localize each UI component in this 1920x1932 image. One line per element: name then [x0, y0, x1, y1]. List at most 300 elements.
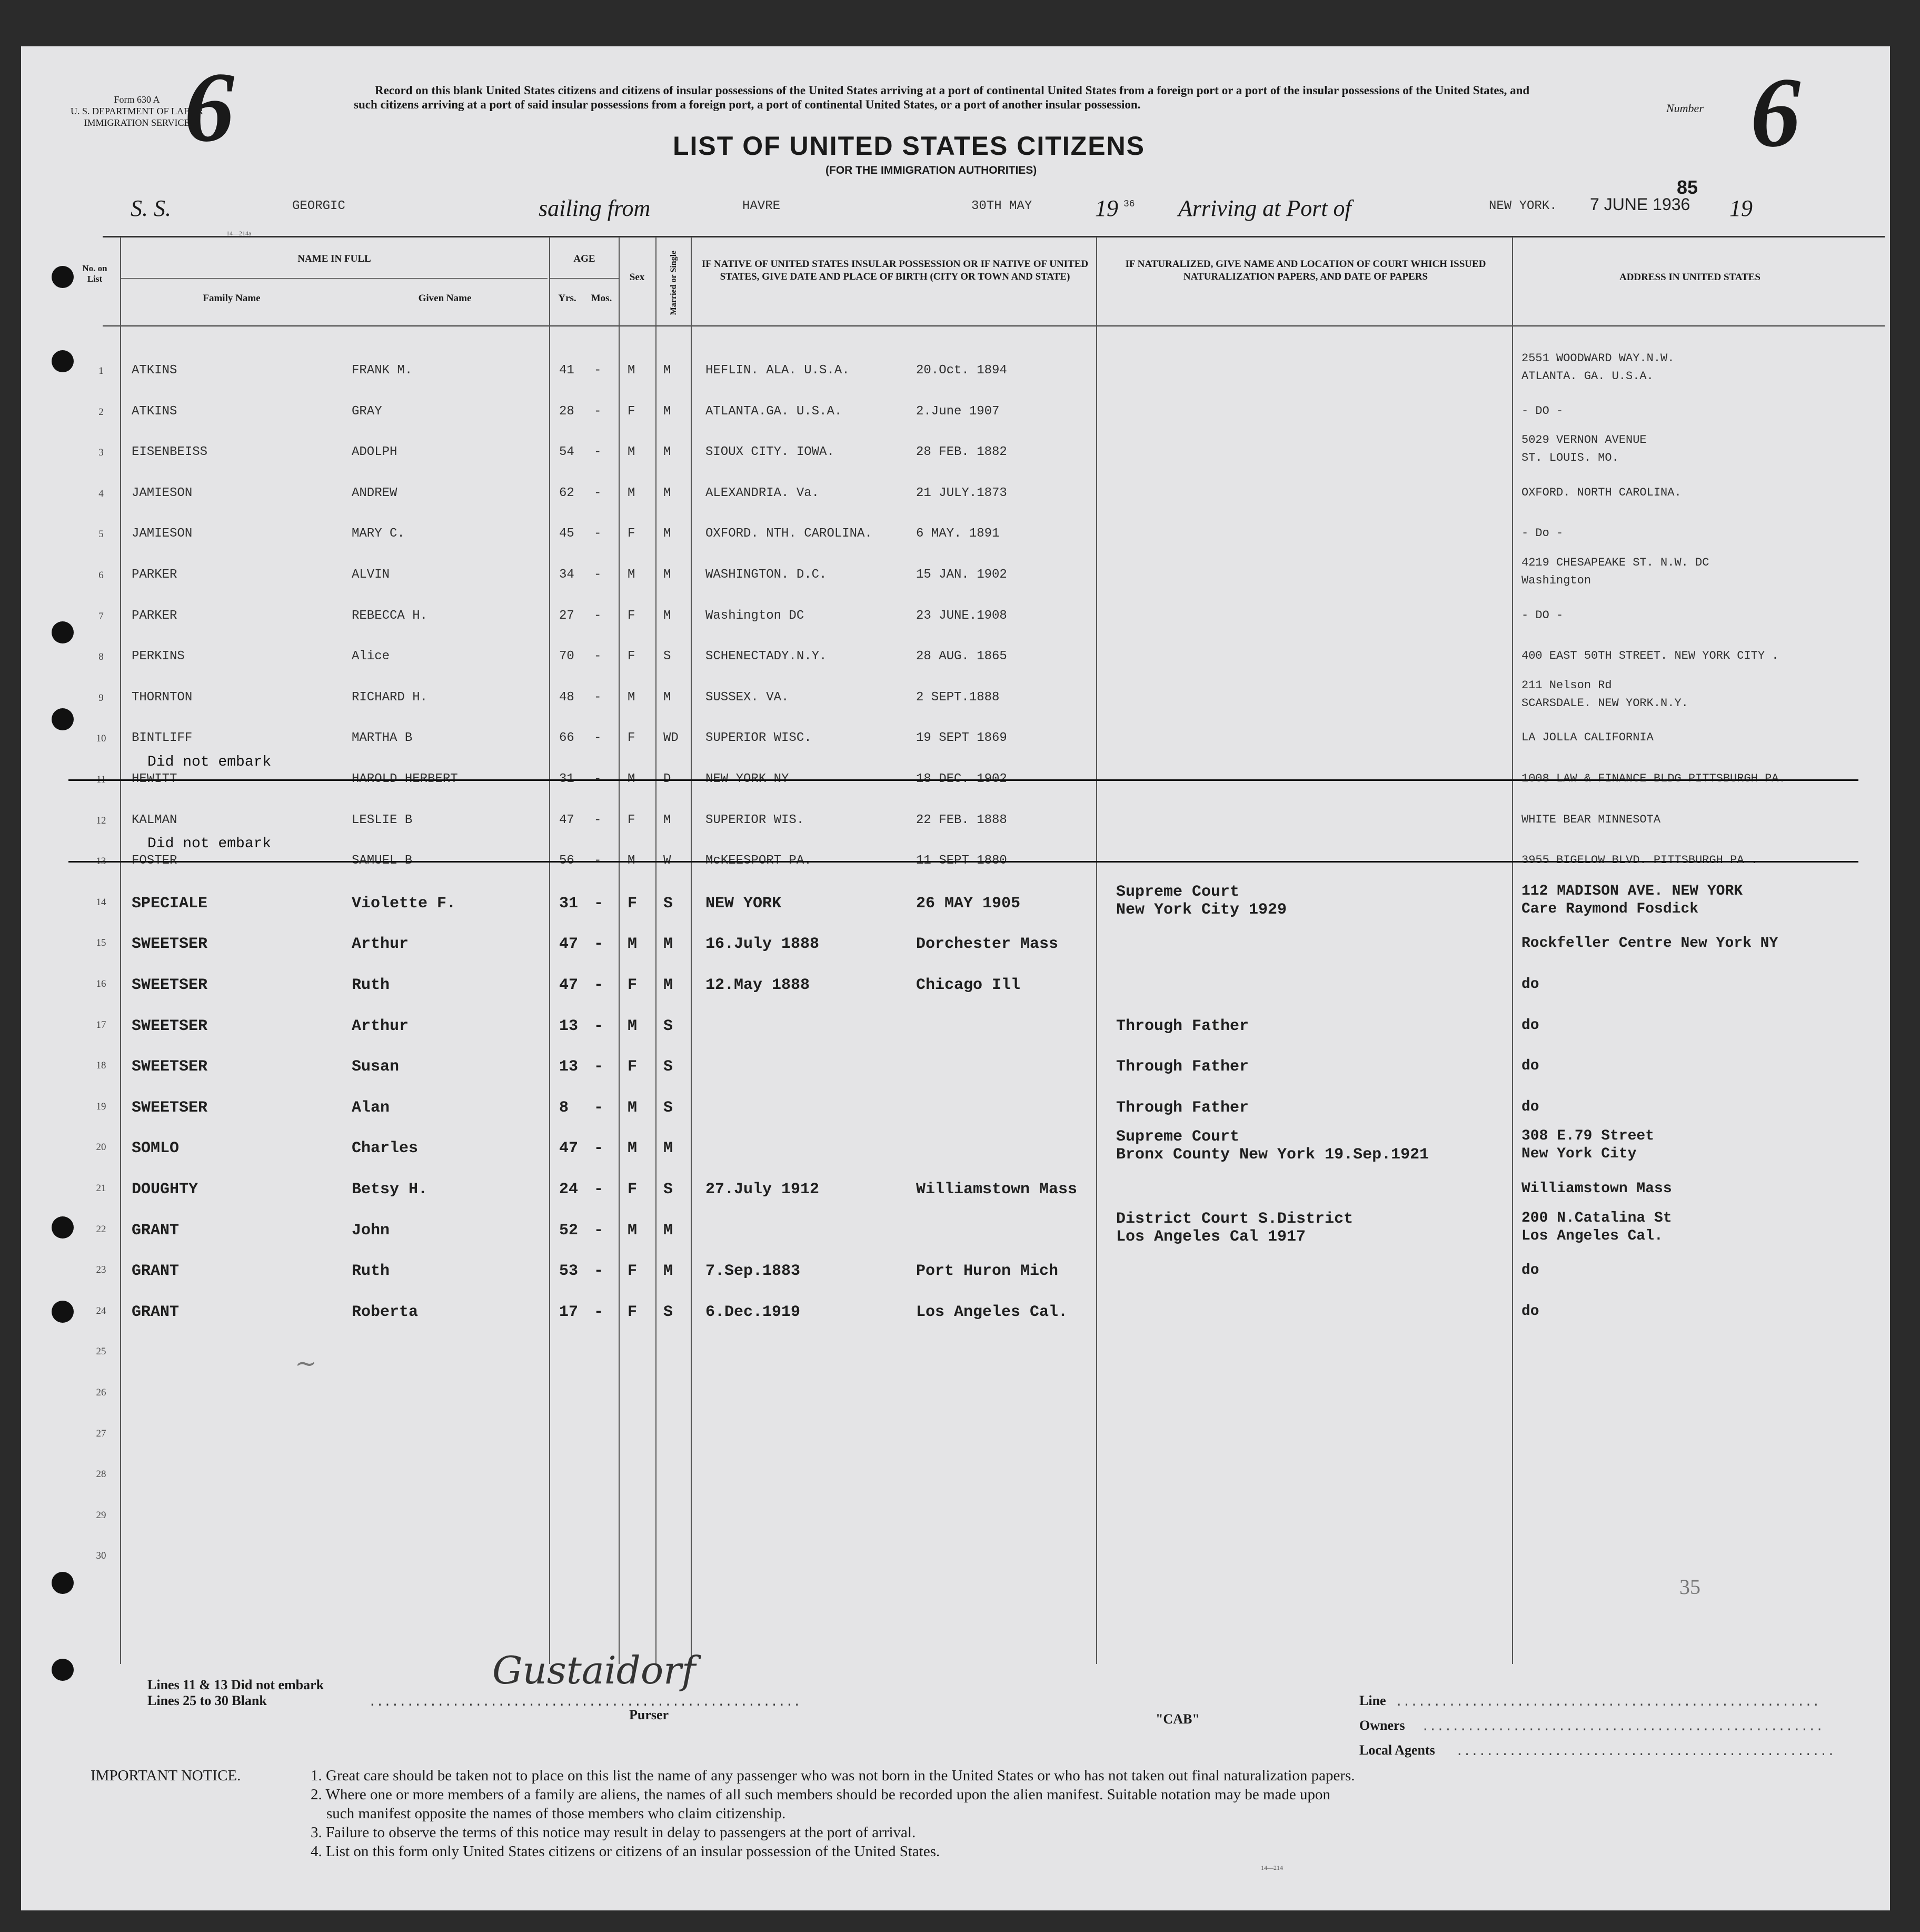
- col-no-on-list: No. on List: [82, 263, 107, 284]
- cab-label: "CAB": [1156, 1711, 1200, 1727]
- row-number: 24: [96, 1305, 106, 1316]
- family-name: HEWITT: [132, 772, 177, 786]
- birth-date: 28 FEB. 1882: [916, 445, 1007, 460]
- birth-date: 6 MAY. 1891: [916, 527, 1000, 541]
- col-name-in-full: NAME IN FULL: [297, 253, 371, 264]
- age-months: -: [594, 1058, 604, 1076]
- department: U. S. DEPARTMENT OF LABOR: [71, 106, 203, 116]
- birth-place: SUPERIOR WIS.: [705, 813, 804, 827]
- birth-place: ATLANTA.GA. U.S.A.: [705, 404, 842, 419]
- row-number: 17: [96, 1019, 106, 1031]
- address: 211 Nelson Rd: [1521, 678, 1612, 692]
- age-months: -: [594, 1181, 604, 1198]
- address: do: [1521, 1017, 1539, 1034]
- address: OXFORD. NORTH CAROLINA.: [1521, 486, 1682, 499]
- given-name: Roberta: [352, 1303, 419, 1321]
- sex: F: [628, 813, 635, 827]
- row-number: 19: [96, 1101, 106, 1112]
- birth-place: NEW YORK NY: [705, 772, 789, 786]
- punch-hole: [52, 621, 74, 643]
- address: 308 E.79 Street: [1521, 1128, 1655, 1145]
- birth-place: 6.Dec.1919: [705, 1303, 801, 1321]
- row-number: 9: [98, 692, 104, 704]
- birth-place: SUPERIOR WISC.: [705, 731, 812, 746]
- age-years: 8: [559, 1098, 569, 1117]
- arrival-port: NEW YORK.: [1489, 199, 1557, 213]
- age-months: -: [594, 976, 604, 994]
- header-rule: [103, 236, 1885, 237]
- address-line-2: Los Angeles Cal.: [1521, 1227, 1663, 1244]
- address: do: [1521, 1058, 1539, 1075]
- row-number: 14: [96, 896, 106, 908]
- purser-signature: Gustaidorf: [492, 1648, 696, 1692]
- family-name: SWEETSER: [132, 935, 208, 954]
- family-name: PARKER: [132, 568, 177, 582]
- form-code: 14—214: [1261, 1864, 1283, 1871]
- sex: F: [628, 608, 635, 623]
- age-years: 47: [559, 1140, 579, 1158]
- birth-date: 21 JULY.1873: [916, 486, 1007, 500]
- row-number: 13: [96, 856, 106, 867]
- birth-date: Dorchester Mass: [916, 935, 1059, 954]
- row-number: 16: [96, 978, 106, 989]
- row-number: 2: [98, 406, 104, 418]
- marital-status: W: [663, 854, 671, 868]
- family-name: ATKINS: [132, 363, 177, 378]
- given-name: REBECCA H.: [352, 608, 428, 623]
- birth-place: Washington DC: [705, 608, 804, 623]
- address: 200 N.Catalina St: [1521, 1210, 1672, 1226]
- sex: M: [628, 854, 635, 868]
- given-name: Betsy H.: [352, 1181, 428, 1198]
- birth-date: 15 JAN. 1902: [916, 568, 1007, 582]
- row-number: 21: [96, 1183, 106, 1194]
- naturalization: Supreme Court: [1116, 1128, 1240, 1146]
- given-name: Arthur: [352, 1017, 409, 1035]
- year-end: 19: [1729, 195, 1753, 221]
- strike-through-line: [68, 861, 1858, 863]
- owners-dots: .....................................................: [1421, 1720, 1824, 1735]
- given-name: GRAY: [352, 404, 382, 419]
- age-years: 45: [559, 527, 574, 541]
- age-months: -: [594, 608, 602, 623]
- form-id: Form 630 A: [114, 94, 160, 105]
- age-months: -: [594, 772, 602, 786]
- row-number: 29: [96, 1509, 106, 1521]
- age-years: 13: [559, 1017, 579, 1035]
- birth-place: McKEESPORT PA.: [705, 854, 812, 868]
- age-months: -: [594, 854, 602, 868]
- address: 400 EAST 50TH STREET. NEW YORK CITY .: [1521, 649, 1779, 663]
- age-years: 34: [559, 568, 574, 582]
- family-name: FOSTER: [132, 854, 177, 868]
- agents-dots: ..................................................: [1456, 1745, 1835, 1759]
- line-dots: ........................................................: [1395, 1696, 1820, 1710]
- naturalization: District Court S.District: [1116, 1210, 1354, 1228]
- sex: M: [628, 690, 635, 705]
- family-name: ATKINS: [132, 404, 177, 419]
- birth-date: 22 FEB. 1888: [916, 813, 1007, 827]
- row-number: 22: [96, 1223, 106, 1235]
- birth-place: SIOUX CITY. IOWA.: [705, 445, 834, 460]
- row-number: 28: [96, 1469, 106, 1480]
- given-name: FRANK M.: [352, 363, 413, 378]
- age-years: 41: [559, 363, 574, 378]
- row-number: 10: [96, 733, 106, 745]
- birth-date: 19 SEPT 1869: [916, 731, 1007, 746]
- address-line-2: New York City: [1521, 1146, 1637, 1163]
- birth-place: 16.July 1888: [705, 935, 820, 954]
- sex: M: [628, 363, 635, 378]
- year-suffix: 36: [1123, 199, 1135, 210]
- given-name: Alice: [352, 649, 390, 664]
- given-name: Charles: [352, 1140, 419, 1158]
- age-months: -: [594, 568, 602, 582]
- marital-status: D: [663, 772, 671, 786]
- birth-place: 7.Sep.1883: [705, 1262, 801, 1281]
- sex: F: [628, 1303, 638, 1321]
- line-label: Line: [1359, 1693, 1386, 1708]
- marital-status: M: [663, 486, 671, 500]
- given-name: HAROLD HERBERT: [352, 772, 458, 786]
- family-name: SWEETSER: [132, 976, 208, 994]
- naturalization-detail: New York City 1929: [1116, 900, 1287, 919]
- age-years: 47: [559, 976, 579, 994]
- col-rule: [655, 237, 656, 1664]
- signature-dotted-line: .........................................................: [369, 1696, 801, 1710]
- marital-status: M: [663, 363, 671, 378]
- arrival-stamp-extra: 85: [1677, 176, 1698, 198]
- age-months: -: [594, 1303, 604, 1321]
- notice-title: IMPORTANT NOTICE.: [91, 1767, 241, 1784]
- col-rule: [549, 237, 550, 1664]
- age-months: -: [594, 1221, 604, 1240]
- sex: M: [628, 486, 635, 500]
- address-line-2: SCARSDALE. NEW YORK.N.Y.: [1521, 696, 1688, 710]
- address-line-2: ST. LOUIS. MO.: [1521, 451, 1619, 465]
- given-name: ALVIN: [352, 568, 390, 582]
- col-sex: Sex: [629, 272, 645, 283]
- page-title: LIST OF UNITED STATES CITIZENS: [673, 131, 1146, 161]
- punch-hole: [52, 708, 74, 730]
- sex: F: [628, 1058, 638, 1076]
- columns-rule: [103, 325, 1885, 326]
- notice-2: 2. Where one or more members of a family are aliens, the names of all such members should be recorded upon the alien manifest. Suitable notation may be made upon: [311, 1786, 1331, 1803]
- address: 112 MADISON AVE. NEW YORK: [1521, 883, 1743, 899]
- col-rule: [1096, 237, 1097, 1664]
- sex: M: [628, 772, 635, 786]
- row-number: 26: [96, 1387, 106, 1398]
- marital-status: M: [663, 935, 673, 954]
- col-rule: [120, 237, 121, 1664]
- birth-date: 26 MAY 1905: [916, 894, 1021, 913]
- service: IMMIGRATION SERVICE: [84, 117, 190, 128]
- age-years: 27: [559, 608, 574, 623]
- birth-date: 20.Oct. 1894: [916, 363, 1007, 378]
- sex: F: [628, 1262, 638, 1281]
- col-mos: Mos.: [591, 293, 612, 304]
- number-label: Number: [1666, 102, 1704, 115]
- birth-date: Chicago Ill: [916, 976, 1021, 994]
- lines-note-1: Lines 11 & 13 Did not embark: [147, 1677, 324, 1692]
- age-years: 66: [559, 731, 574, 746]
- marital-status: M: [663, 976, 673, 994]
- naturalization-detail: Los Angeles Cal 1917: [1116, 1227, 1306, 1246]
- age-months: -: [594, 445, 602, 460]
- sex: M: [628, 568, 635, 582]
- name-subrule: [121, 278, 548, 279]
- family-name: BINTLIFF: [132, 731, 193, 746]
- sex: M: [628, 1221, 638, 1240]
- age-months: -: [594, 690, 602, 705]
- age-months: -: [594, 894, 604, 913]
- given-name: ANDREW: [352, 486, 397, 500]
- marital-status: M: [663, 608, 671, 623]
- preamble: Record on this blank United States citizens and citizens of insular possessions of the United States arriving at a port of continental United States from a foreign port or a port of the insular possessions of the United States, and such citizens arriving at a port of said insular possessions from a foreign port, a port of continental United States, or a port of another insular possession.: [354, 84, 1530, 111]
- sex: M: [628, 1017, 638, 1035]
- marital-status: M: [663, 527, 671, 541]
- age-months: -: [594, 1017, 604, 1035]
- sex: M: [628, 1140, 638, 1158]
- given-name: Arthur: [352, 935, 409, 954]
- age-years: 52: [559, 1221, 579, 1240]
- col-family-name: Family Name: [203, 293, 261, 304]
- address: do: [1521, 976, 1539, 993]
- notice-3: 3. Failure to observe the terms of this notice may result in delay to passengers at the port of arrival.: [311, 1824, 916, 1841]
- sailing-from-label: sailing from: [539, 195, 651, 221]
- age-months: -: [594, 486, 602, 500]
- page-subtitle: (FOR THE IMMIGRATION AUTHORITIES): [825, 164, 1037, 176]
- age-years: 28: [559, 404, 574, 419]
- given-name: Alan: [352, 1098, 390, 1117]
- address: 5029 VERNON AVENUE: [1521, 433, 1647, 447]
- age-months: -: [594, 527, 602, 541]
- did-not-embark-note: Did not embark: [147, 754, 272, 770]
- did-not-embark-note: Did not embark: [147, 836, 272, 853]
- owners-label: Owners: [1359, 1718, 1405, 1733]
- col-rule: [619, 237, 620, 1664]
- sex: M: [628, 1098, 638, 1117]
- address: - Do -: [1521, 527, 1564, 540]
- sex: F: [628, 976, 638, 994]
- marital-status: M: [663, 690, 671, 705]
- col-birth: IF NATIVE OF UNITED STATES INSULAR POSSESSION OR IF NATIVE OF UNITED STATES, GIVE DATE AND PLACE OF BIRTH (CITY OR TOWN AND STATE): [701, 259, 1089, 282]
- address: Rockfeller Centre New York NY: [1521, 935, 1778, 952]
- age-years: 47: [559, 813, 574, 827]
- punch-hole: [52, 266, 74, 288]
- col-naturalized: IF NATURALIZED, GIVE NAME AND LOCATION OF COURT WHICH ISSUED NATURALIZATION PAPERS, AND DATE OF PAPERS: [1125, 259, 1486, 282]
- age-months: -: [594, 731, 602, 746]
- marital-status: M: [663, 1140, 673, 1158]
- row-number: 12: [96, 815, 106, 826]
- sex: F: [628, 649, 635, 664]
- address: 1008 LAW & FINANCE BLDG PITTSBURGH PA.: [1521, 772, 1786, 785]
- printer-note: 14—214a: [226, 230, 252, 237]
- age-years: 17: [559, 1303, 579, 1321]
- marital-status: M: [663, 1262, 673, 1281]
- naturalization: Through Father: [1116, 1098, 1249, 1117]
- family-name: SWEETSER: [132, 1017, 208, 1035]
- strike-through-line: [68, 779, 1858, 781]
- given-name: Susan: [352, 1058, 400, 1076]
- marital-status: S: [663, 1098, 673, 1117]
- sex: F: [628, 527, 635, 541]
- given-name: Violette F.: [352, 894, 456, 913]
- marital-status: S: [663, 1058, 673, 1076]
- sex: F: [628, 1181, 638, 1198]
- row-number: 27: [96, 1428, 106, 1439]
- address: 2551 WOODWARD WAY.N.W.: [1521, 352, 1675, 365]
- naturalization: Through Father: [1116, 1017, 1249, 1035]
- address: - DO -: [1521, 608, 1564, 622]
- given-name: Ruth: [352, 976, 390, 994]
- birth-date: 18 DEC. 1902: [916, 772, 1007, 786]
- age-years: 56: [559, 854, 574, 868]
- age-months: -: [594, 813, 602, 827]
- sex: F: [628, 404, 635, 419]
- col-address: ADDRESS IN UNITED STATES: [1619, 272, 1760, 283]
- marital-status: S: [663, 1017, 673, 1035]
- birth-place: HEFLIN. ALA. U.S.A.: [705, 363, 850, 378]
- family-name: SWEETSER: [132, 1058, 208, 1076]
- family-name: PARKER: [132, 608, 177, 623]
- age-years: 62: [559, 486, 574, 500]
- notice-2-cont: such manifest opposite the names of those members who claim citizenship.: [326, 1805, 786, 1822]
- naturalization: Through Father: [1116, 1058, 1249, 1076]
- row-number: 18: [96, 1060, 106, 1072]
- family-name: JAMIESON: [132, 527, 193, 541]
- address: WHITE BEAR MINNESOTA: [1521, 813, 1661, 826]
- marital-status: S: [663, 1181, 673, 1198]
- family-name: DOUGHTY: [132, 1181, 198, 1198]
- marital-status: M: [663, 445, 671, 460]
- family-name: SOMLO: [132, 1140, 180, 1158]
- row-number: 8: [98, 651, 104, 663]
- given-name: MARY C.: [352, 527, 405, 541]
- address: do: [1521, 1262, 1539, 1279]
- punch-hole: [52, 1301, 74, 1323]
- family-name: SPECIALE: [132, 894, 208, 913]
- row-number: 15: [96, 937, 106, 949]
- sex: F: [628, 731, 635, 746]
- birth-place: ALEXANDRIA. Va.: [705, 486, 820, 500]
- birth-date: Williamstown Mass: [916, 1181, 1078, 1198]
- birth-date: 2.June 1907: [916, 404, 1000, 419]
- family-name: THORNTON: [132, 690, 193, 705]
- col-yrs: Yrs.: [558, 293, 576, 304]
- punch-hole: [52, 1572, 74, 1594]
- birth-place: NEW YORK: [705, 894, 782, 913]
- col-rule: [1512, 237, 1513, 1664]
- birth-place: 27.July 1912: [705, 1181, 820, 1198]
- family-name: GRANT: [132, 1221, 180, 1240]
- birth-date: 23 JUNE.1908: [916, 608, 1007, 623]
- age-months: -: [594, 1262, 604, 1281]
- col-age: AGE: [573, 253, 595, 264]
- given-name: RICHARD H.: [352, 690, 428, 705]
- birth-date: 2 SEPT.1888: [916, 690, 1000, 705]
- marital-status: M: [663, 1221, 673, 1240]
- birth-date: 11 SEPT 1880: [916, 854, 1007, 868]
- family-name: GRANT: [132, 1262, 180, 1281]
- age-years: 24: [559, 1181, 579, 1198]
- age-years: 31: [559, 894, 579, 913]
- sex: M: [628, 445, 635, 460]
- row-number: 5: [98, 529, 104, 540]
- year-prefix: 19: [1095, 195, 1118, 221]
- given-name: ADOLPH: [352, 445, 397, 460]
- age-months: -: [594, 1140, 604, 1158]
- age-years: 13: [559, 1058, 579, 1076]
- col-rule: [691, 237, 692, 1664]
- marital-status: S: [663, 649, 671, 664]
- address-line-2: ATLANTA. GA. U.S.A.: [1521, 370, 1654, 383]
- address: 3955 BIGELOW BLVD. PITTSBURGH PA .: [1521, 854, 1758, 867]
- punch-hole: [52, 1216, 74, 1239]
- col-given-name: Given Name: [418, 293, 472, 304]
- ship-name: GEORGIC: [292, 199, 345, 213]
- row-number: 30: [96, 1550, 106, 1562]
- address: do: [1521, 1303, 1539, 1320]
- row-number: 6: [98, 570, 104, 581]
- birth-place: WASHINGTON. D.C.: [705, 568, 827, 582]
- ss-label: S. S.: [131, 195, 171, 221]
- given-name: Ruth: [352, 1262, 390, 1281]
- birth-place: 12.May 1888: [705, 976, 810, 994]
- family-name: SWEETSER: [132, 1098, 208, 1117]
- marital-status: M: [663, 404, 671, 419]
- sex: F: [628, 894, 638, 913]
- marital-status: WD: [663, 731, 679, 746]
- notice-1: 1. Great care should be taken not to place on this list the name of any passenger who was not born in the United States or who has not taken out final naturalization papers.: [311, 1767, 1355, 1784]
- row-number: 25: [96, 1346, 106, 1358]
- age-months: -: [594, 1098, 604, 1117]
- marital-status: S: [663, 1303, 673, 1321]
- birth-date: Los Angeles Cal.: [916, 1303, 1068, 1321]
- address: LA JOLLA CALIFORNIA: [1521, 731, 1654, 745]
- purser-label: Purser: [629, 1707, 669, 1722]
- col-married-single: Married or Single: [669, 250, 678, 315]
- marital-status: M: [663, 568, 671, 582]
- handwritten-number-left: 6: [184, 52, 234, 163]
- birth-place: OXFORD. NTH. CAROLINA.: [705, 527, 872, 541]
- age-months: -: [594, 649, 602, 664]
- notice-4: 4. List on this form only United States citizens or citizens of an insular possession of the United States.: [311, 1843, 940, 1860]
- family-name: GRANT: [132, 1303, 180, 1321]
- age-years: 31: [559, 772, 574, 786]
- given-name: SAMUEL B: [352, 854, 413, 868]
- port-from: HAVRE: [742, 199, 781, 213]
- row-number: 4: [98, 488, 104, 499]
- lines-note-2: Lines 25 to 30 Blank: [147, 1693, 267, 1708]
- birth-place: SCHENECTADY.N.Y.: [705, 649, 827, 664]
- address: Williamstown Mass: [1521, 1181, 1672, 1197]
- family-name: EISENBEISS: [132, 445, 208, 460]
- age-months: -: [594, 935, 604, 954]
- age-years: 53: [559, 1262, 579, 1281]
- address-line-2: Washington: [1521, 574, 1591, 587]
- arriving-label: Arriving at Port of: [1178, 195, 1351, 221]
- handwritten-number-right: 6: [1750, 57, 1800, 168]
- birth-place: SUSSEX. VA.: [705, 690, 789, 705]
- birth-date: 28 AUG. 1865: [916, 649, 1007, 664]
- age-months: -: [594, 363, 602, 378]
- family-name: JAMIESON: [132, 486, 193, 500]
- punch-hole: [52, 1659, 74, 1681]
- address: - DO -: [1521, 404, 1564, 418]
- naturalization-detail: Bronx County New York 19.Sep.1921: [1116, 1146, 1429, 1164]
- sex: M: [628, 935, 638, 954]
